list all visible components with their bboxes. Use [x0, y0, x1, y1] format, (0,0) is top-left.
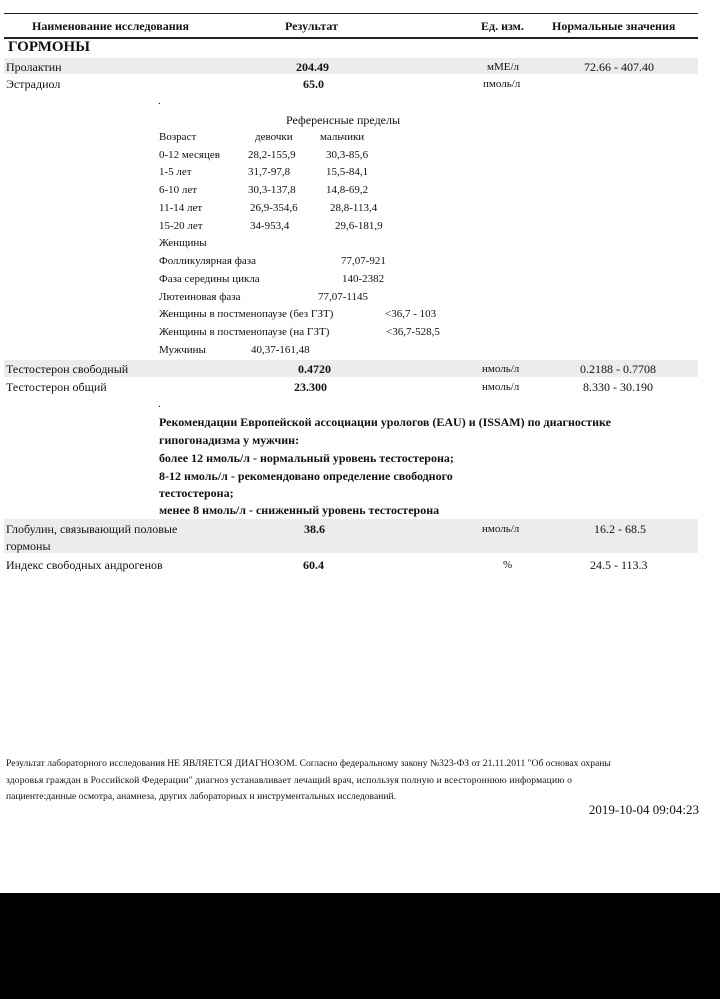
reference-col-boys: мальчики	[320, 131, 365, 143]
header-name: Наименование исследования	[32, 19, 190, 33]
recommendation-line: 8-12 нмоль/л - рекомендовано определение свободного	[159, 469, 453, 483]
reference-boys: 14,8-69,2	[326, 184, 369, 196]
reference-age: 15-20 лет	[159, 220, 203, 232]
reference-phase-label: Женщины в постменопаузе (на ГЗТ)	[159, 326, 330, 338]
row-unit: %	[503, 559, 513, 571]
row-unit: нмоль/л	[482, 523, 520, 535]
reference-col-girls: девочки	[255, 131, 293, 143]
disclaimer-line: пациенте:данные осмотра, анамнеза, других лабораторных и инструментальных исследований.	[6, 791, 397, 802]
row-name: Тестостерон свободный	[6, 362, 129, 376]
row-unit: нмоль/л	[482, 363, 520, 375]
row-name: Глобулин, связывающий половые	[6, 522, 178, 536]
disclaimer-line: Результат лабораторного исследования НЕ ЯВЛЯЕТСЯ ДИАГНОЗОМ. Согласно федеральному закону №323-ФЗ от 21.11.2011 "Об основах охраны	[6, 758, 611, 769]
reference-girls: 31,7-97,8	[248, 166, 291, 178]
row-name-continued: гормоны	[6, 539, 51, 553]
reference-title: Референсные пределы	[286, 113, 401, 127]
recommendation-line: менее 8 нмоль/л - сниженный уровень тестостерона	[159, 503, 440, 517]
reference-age: 0-12 месяцев	[159, 149, 220, 161]
reference-girls: 34-953,4	[250, 220, 290, 232]
reference-phase-value: 77,07-1145	[318, 291, 369, 303]
reference-boys: 28,8-113,4	[330, 202, 378, 214]
reference-phase-label: Мужчины	[159, 344, 206, 356]
row-result: 65.0	[303, 77, 324, 91]
header-bottom-rule	[4, 37, 698, 39]
reference-age: 6-10 лет	[159, 184, 198, 196]
row-name: Пролактин	[6, 60, 62, 74]
reference-boys: 30,3-85,6	[326, 149, 369, 161]
reference-phase-value: 140-2382	[342, 273, 385, 285]
recommendation-dot: .	[158, 398, 161, 410]
row-name: Тестостерон общий	[6, 380, 107, 394]
row-normal: 16.2 - 68.5	[594, 522, 646, 536]
row-normal: 72.66 - 407.40	[584, 60, 654, 74]
row-result: 0.4720	[298, 362, 331, 376]
recommendation-line: тестостерона;	[159, 486, 234, 500]
row-name: Индекс свободных андрогенов	[6, 558, 163, 572]
header-result: Результат	[285, 19, 339, 33]
row-name: Эстрадиол	[6, 77, 61, 91]
recommendation-line: Рекомендации Европейской ассоциации урологов (EAU) и (ISSAM) по диагностике	[159, 415, 611, 429]
row-result: 23.300	[294, 380, 327, 394]
row-normal: 24.5 - 113.3	[590, 558, 648, 572]
reference-phase-value: <36,7-528,5	[386, 326, 440, 338]
reference-phase-value: 77,07-921	[341, 255, 386, 267]
reference-boys: 29,6-181,9	[335, 220, 383, 232]
reference-phase-label: Фолликулярная фаза	[159, 255, 256, 267]
reference-girls: 30,3-137,8	[248, 184, 296, 196]
reference-dot: .	[158, 95, 161, 107]
header-unit: Ед. изм.	[481, 19, 524, 33]
header-top-rule	[4, 13, 698, 14]
section-title: ГОРМОНЫ	[8, 39, 90, 55]
report-timestamp: 2019-10-04 09:04:23	[588, 802, 699, 817]
reference-age: 1-5 лет	[159, 166, 192, 178]
row-normal: 8.330 - 30.190	[583, 380, 653, 394]
reference-phase-label: Лютеиновая фаза	[159, 291, 241, 303]
disclaimer-line: здоровья граждан в Российской Федерации" диагноз устанавливает лечащий врач, используя полную и всестороннюю информацию о	[6, 775, 573, 786]
row-unit: нмоль/л	[482, 381, 520, 393]
reference-phase-label: Фаза середины цикла	[159, 273, 260, 285]
recommendation-line: более 12 нмоль/л - нормальный уровень тестостерона;	[159, 451, 454, 465]
row-normal: 0.2188 - 0.7708	[580, 362, 656, 376]
reference-phase-value: <36,7 - 103	[385, 308, 437, 320]
header-normal: Нормальные значения	[552, 19, 676, 33]
reference-girls: 26,9-354,6	[250, 202, 298, 214]
row-result: 60.4	[303, 558, 324, 572]
reference-women: Женщины	[159, 237, 207, 249]
reference-girls: 28,2-155,9	[248, 149, 296, 161]
reference-phase-value: 40,37-161,48	[251, 344, 310, 356]
row-result: 204.49	[296, 60, 329, 74]
recommendation-line: гипогонадизма у мужчин:	[159, 433, 300, 447]
reference-phase-label: Женщины в постменопаузе (без ГЗТ)	[159, 308, 334, 320]
reference-age: 11-14 лет	[159, 202, 203, 214]
reference-col-age: Возраст	[159, 131, 197, 143]
row-unit: пмоль/л	[483, 78, 521, 90]
row-result: 38.6	[304, 522, 325, 536]
reference-boys: 15,5-84,1	[326, 166, 369, 178]
row-unit: мМЕ/л	[487, 61, 520, 73]
